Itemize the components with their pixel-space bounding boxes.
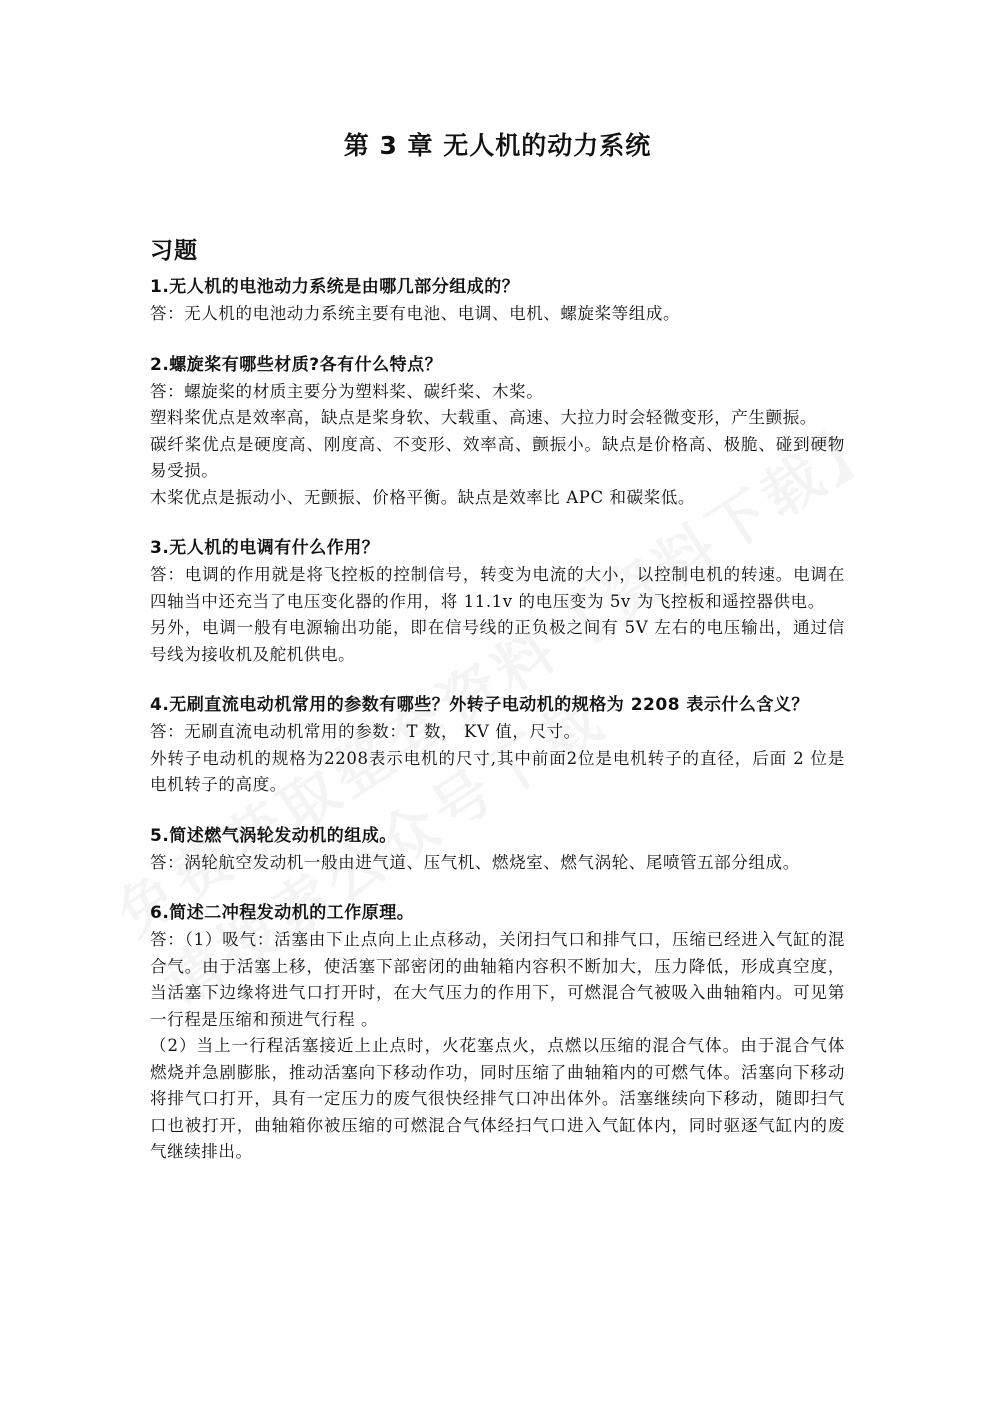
question-5	[150, 823, 845, 877]
answer-line: 答：无人机的电池动力系统主要有电池、电调、电机、螺旋桨等组成。	[150, 304, 681, 323]
question-title: 3.无人机的电调有什么作用？	[150, 538, 380, 558]
answer-line: 答：无刷直流电动机常用的参数：T 数， KV 值，尺寸。	[150, 722, 581, 741]
answer-line: （2）当上一行程活塞接近上止点时，火花塞点火，点燃以压缩的混合气体。由于混合气体燃烧并急剧膨胀，推动活塞向下移动作功，同时压缩了曲轴箱内的可燃气体。活塞向下移动将排气口打开，具有一定压力的废气很快经排气口冲出体外。活塞继续向下移动，随即扫气口也被打开，曲轴箱你被压缩的可燃混合气体经扫气口进入气缸体内，同时驱逐气缸内的废气继续排出。	[150, 1036, 845, 1161]
chapter-title: 第 3 章 无人机的动力系统	[343, 131, 652, 160]
section-heading: 习题	[150, 238, 198, 264]
answer-line: 答：螺旋桨的材质主要分为塑料桨、碳纤桨、木桨。	[150, 381, 544, 401]
question-list	[150, 274, 845, 1190]
question-6	[150, 900, 845, 1166]
question-title: 4.无刷直流电动机常用的参数有哪些？外转子电动机的规格为 2208 表示什么含义？	[150, 695, 809, 715]
question-title: 1.无人机的电池动力系统是由哪几部分组成的？	[150, 277, 520, 297]
question-title: 5.简述燃气涡轮发动机的组成。	[150, 825, 397, 846]
answer-line: 塑料桨优点是效率高，缺点是桨身软、大载重、高速、大拉力时会轻微变形，产生颤振。	[150, 408, 817, 427]
question-4	[150, 692, 845, 799]
answer-line: 答：（1）吸气：活塞由下止点向上止点移动，关闭扫气口和排气口，压缩已经进入气缸的混合气。由于活塞上移，使活塞下部密闭的曲轴箱内容积不断加大，压力降低，形成真空度，当活塞下边缘将进气口打开时，在大气压力的作用下，可燃混合气被吸入曲轴箱内。可见第一行程是压缩和预进气行程 。	[150, 930, 845, 1029]
question-1	[150, 274, 845, 328]
answer-line: 木桨优点是振动小、无颤振、价格平衡。缺点是效率比 APC 和碳桨低。	[150, 487, 696, 507]
answer-line: 外转子电动机的规格为2208表示电机的尺寸,其中前面2位是电机转子的直径，后面 2 位是电机转子的高度。	[150, 748, 845, 794]
question-title: 2.螺旋桨有哪些材质?各有什么特点？	[150, 354, 443, 375]
answer-line: 答：电调的作用就是将飞控板的控制信号，转变为电流的大小，以控制电机的转速。电调在四轴当中还充当了电压变化器的作用，将 11.1v 的电压变为 5v 为飞控板和遥控器供电。	[150, 565, 845, 611]
question-title: 6.简述二冲程发动机的工作原理。	[150, 903, 415, 923]
answer-line: 答：涡轮航空发动机一般由进气道、压气机、燃烧室、燃气涡轮、尾喷管五部分组成。	[150, 852, 800, 872]
answer-line: 碳纤桨优点是硬度高、刚度高、不变形、效率高、颤振小。缺点是价格高、极脆、碰到硬物易受损。	[150, 434, 845, 480]
question-3	[150, 535, 845, 668]
answer-line: 另外，电调一般有电源输出功能，即在信号线的正负极之间有 5V 左右的电压输出，通过信号线为接收机及舵机供电。	[150, 618, 845, 664]
question-2	[150, 352, 845, 512]
